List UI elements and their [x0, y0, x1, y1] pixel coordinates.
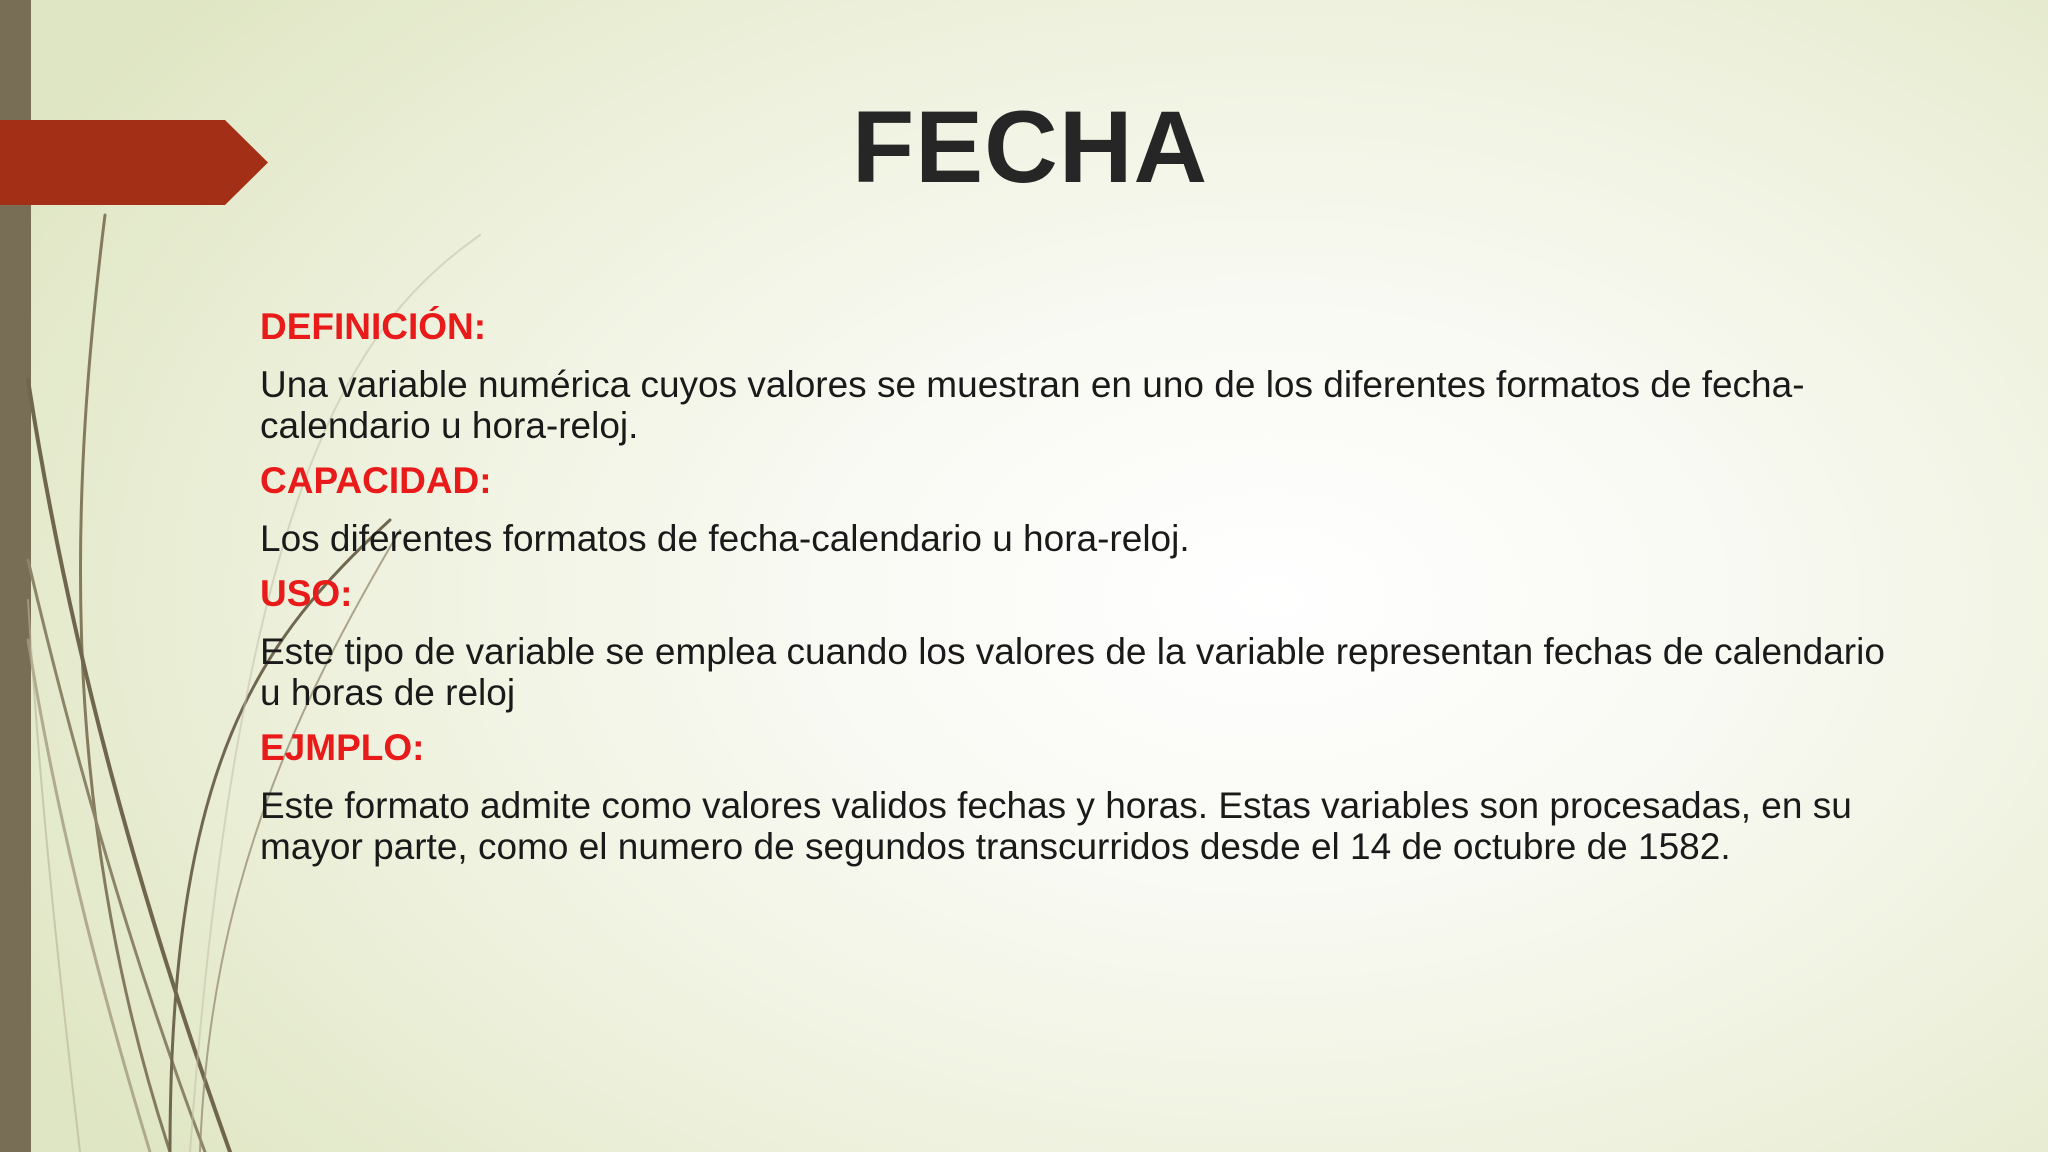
accent-arrow-tab — [0, 120, 268, 205]
definicion-text: Una variable numérica cuyos valores se muestran en uno de los diferentes formatos de fecha-calendario u hora-reloj. — [260, 364, 1805, 446]
capacidad-heading: CAPACIDAD: — [260, 460, 492, 501]
definicion-heading: DEFINICIÓN: — [260, 306, 487, 347]
capacidad-text: Los diferentes formatos de fecha-calendario u hora-reloj. — [260, 518, 1190, 559]
title-container — [740, 88, 1320, 206]
ejemplo-text: Este formato admite como valores validos fechas y horas. Estas variables son procesadas, en su mayor parte, como el numero de segundos transcurridos desde el 14 de octubre de 1582. — [260, 785, 1852, 867]
uso-text: Este tipo de variable se emplea cuando los valores de la variable representan fechas de calendario u horas de reloj — [260, 631, 1885, 713]
content-body — [260, 302, 1900, 877]
ejemplo-heading: EJMPLO: — [260, 727, 425, 768]
uso-heading: USO: — [260, 573, 353, 614]
slide-title: FECHA — [851, 90, 1209, 204]
